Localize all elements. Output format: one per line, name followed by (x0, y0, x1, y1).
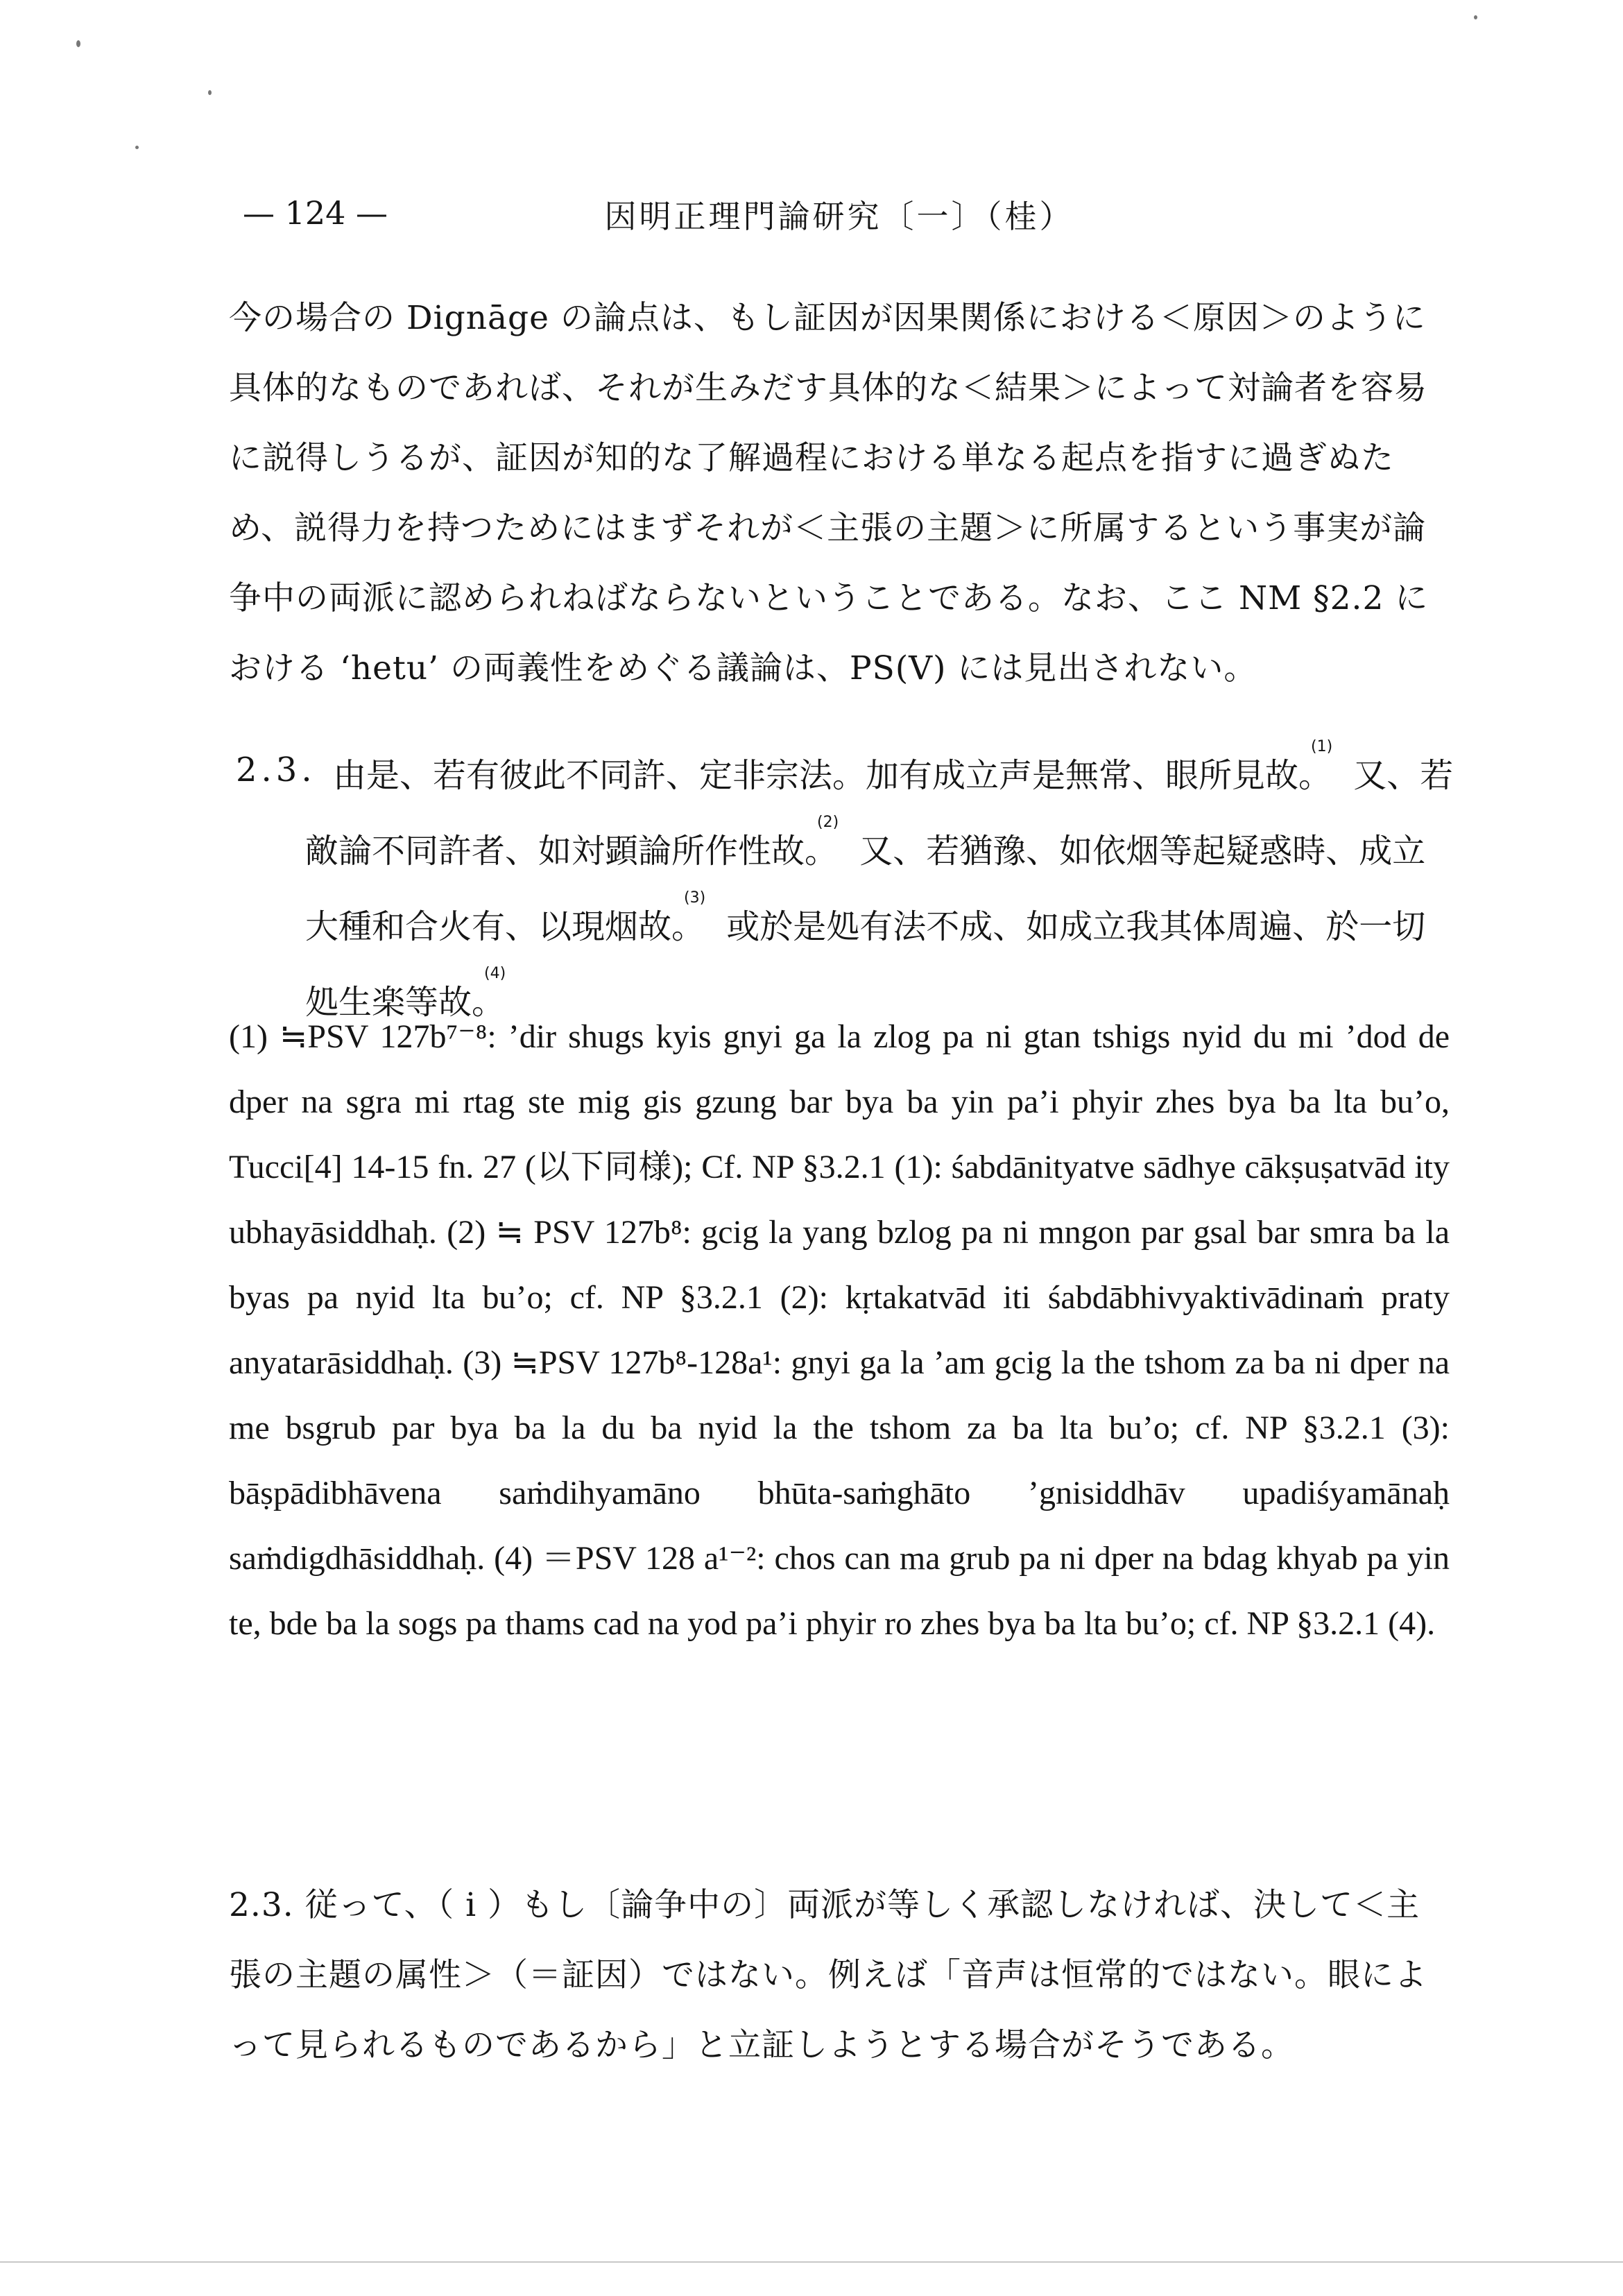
scan-edge-line (0, 2261, 1623, 2263)
scan-speck (135, 146, 139, 149)
section-number: 2.3. (236, 751, 316, 789)
footnote-mark-1: (1) (1311, 738, 1333, 755)
footnotes: (1) ≒PSV 127b⁷⁻⁸: ’dir shugs kyis gnyi ga la zlog pa ni gtan tshigs nyid du mi ’dod de dper na sgra mi rtag ste mig gis gzung bar bya ba yin pa’i phyir zhes bya ba lta bu’o, Tucci[4] 14-15 fn. 27 (以下同様); Cf. NP §3.2.1 (1): śabdānityatve sādhye cākṣuṣatvād ity ubhayāsiddhaḥ. (2) ≒ PSV 127b⁸: gcig la yang bzlog pa ni mngon par gsal bar smra ba la byas pa nyid lta bu’o; cf. NP §3.2.1 (2): kṛtakatvād iti śabdābhivyaktivādinaṁ praty anyatarāsiddhaḥ. (3) ≒PSV 127b⁸-128a¹: gnyi ga la ’am gcig la the tshom za ba ni dper na me bsgrub par bya ba la du ba nyid la the tshom za ba lta bu’o; cf. NP §3.2.1 (3): bāṣpādibhāvena saṁdihyamāno bhūta-saṁghāto ’gnisiddhāv upadiśyamānaḥ saṁdigdhāsiddhaḥ. (4) ＝PSV 128 a¹⁻²: chos can ma grub pa ni dper na bdag khyab pa yin te, bde ba la sogs pa thams cad na yod pa’i phyir ro zhes bya ba lta bu’o; cf. NP §3.2.1 (4). (229, 1018, 1450, 1642)
paragraph-translation-2-3: 2.3. 従って、（ i ）もし〔論争中の〕両派が等しく承認しなければ、決して＜主張の主題の属性＞（＝証因）ではない。例えば「音声は恒常的ではない。眼によって見られるものであるから」と立証しようとする場合がそうである。 (229, 1886, 1427, 2064)
page-number: — 124 — (243, 194, 388, 232)
text-segment-2: 又、若敵論不同許者、如対顕論所作性故。 (305, 756, 1454, 871)
page-header (229, 186, 1450, 248)
text-segment-3: 又、若猶豫、如依烟等起疑惑時、成立大種和合火有、以現烟故。 (305, 832, 1426, 946)
text-segment-4: 或於是処有法不成、如成立我其体周遍、於一切処生楽等故。 (305, 907, 1426, 1022)
running-title: 因明正理門論研究〔一〕（桂） (604, 198, 1074, 235)
section-2-3-body (305, 735, 1457, 1038)
footnote-mark-2: (2) (817, 814, 839, 831)
scan-speck (76, 40, 80, 47)
section-2-3-chinese-text (236, 735, 1457, 1038)
footnote-mark-4: (4) (484, 965, 506, 982)
text-segment-1: 由是、若有彼此不同許、定非宗法。加有成立声是無常、眼所見故。 (333, 756, 1332, 795)
paragraph-dignaga-argument: 今の場合の Dignāge の論点は、もし証因が因果関係における＜原因＞のように具体的なものであれば、それが生みだす具体的な＜結果＞によって対論者を容易に説得しうるが、証因が知的な了解過程における単なる起点を指すに過ぎぬため、説得力を持つためにはまずそれが＜主張の主題＞に所属するという事実が論争中の両派に認められねばならないということである。なお、ここ NM §2.2 における ‘hetu’ の両義性をめぐる議論は、PS(V) には見出されない。 (229, 299, 1429, 687)
scan-speck (208, 90, 212, 95)
scan-speck (1474, 15, 1477, 19)
footnote-mark-3: (3) (684, 889, 706, 907)
